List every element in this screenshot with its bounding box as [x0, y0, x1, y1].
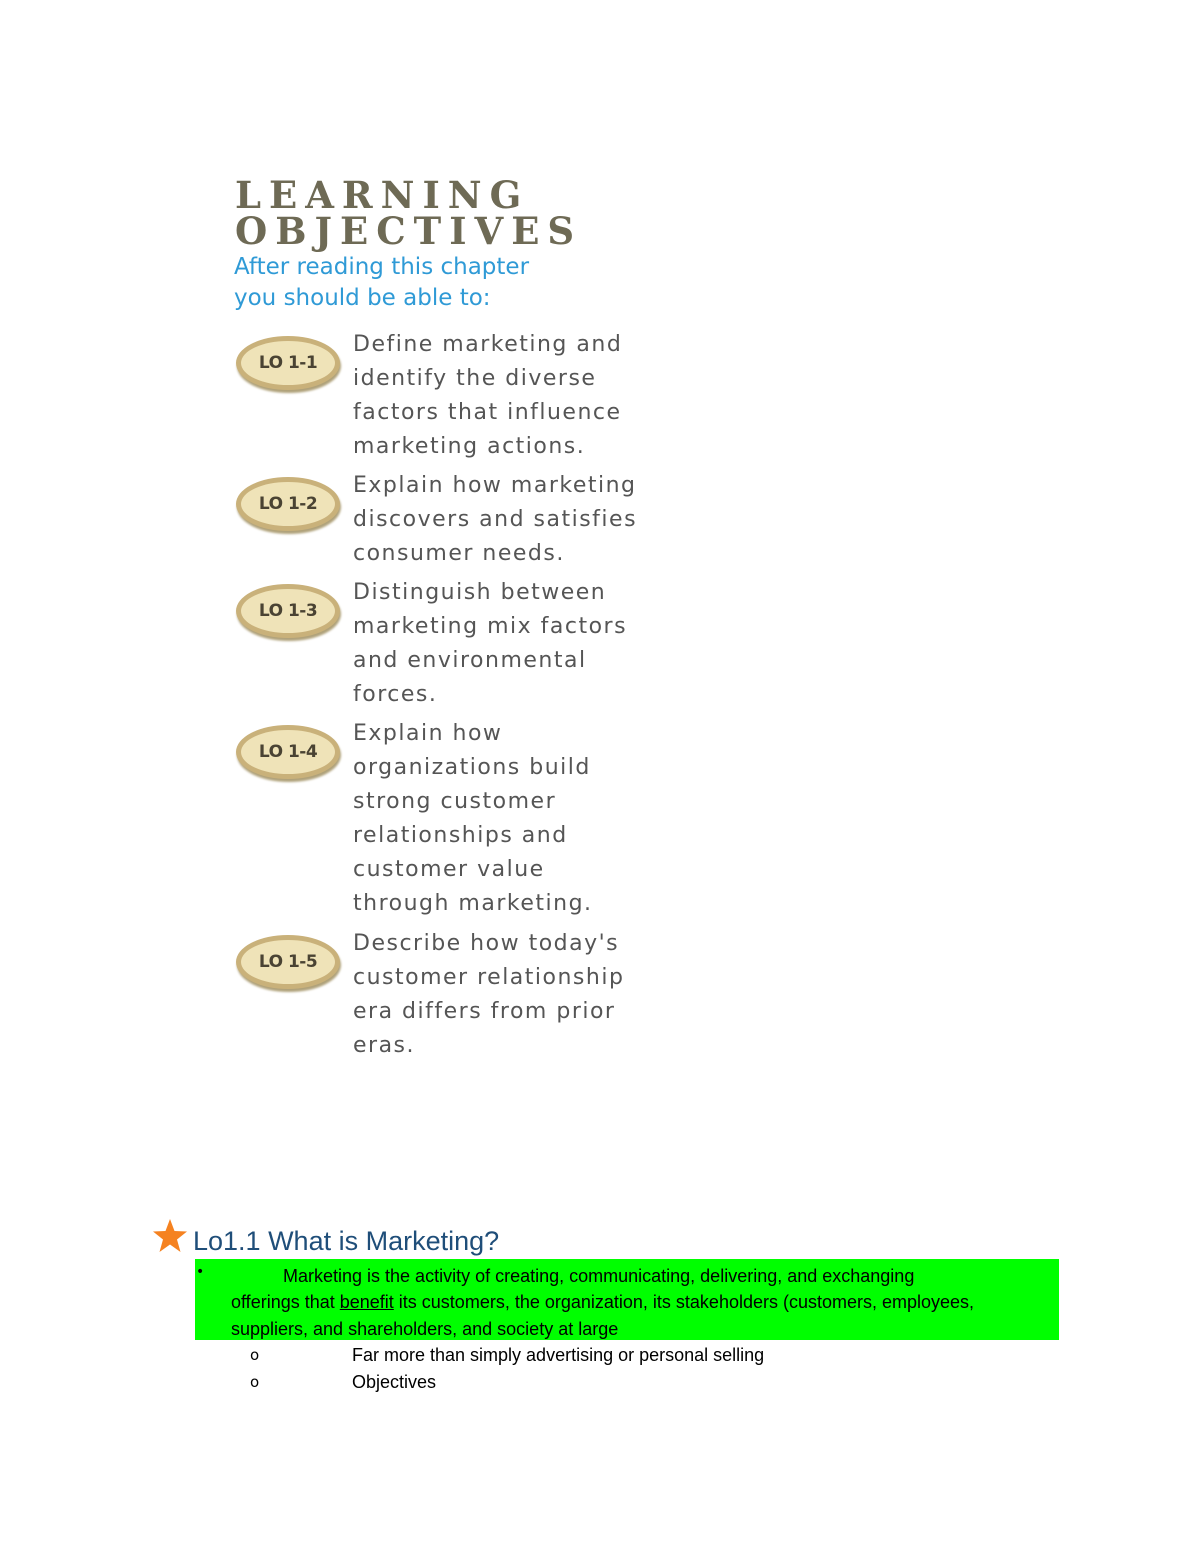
objective-line: and environmental	[353, 648, 587, 673]
definition-line-1: Marketing is the activity of creating, communicating, delivering, and exchanging	[283, 1266, 915, 1286]
star-icon	[152, 1218, 188, 1254]
objective-text	[353, 717, 593, 921]
definition-underlined-word: benefit	[339, 1292, 394, 1312]
bullet-icon: •	[196, 1264, 205, 1280]
objective-badge: LO 1-4	[236, 725, 340, 779]
objective-line: marketing mix factors	[353, 614, 628, 639]
objective-line: organizations build	[353, 755, 591, 780]
sub-item-2: Objectives	[352, 1372, 437, 1392]
objective-line: discovers and satisfies	[353, 507, 638, 532]
objective-text	[353, 469, 637, 571]
objective-line: consumer needs.	[353, 541, 565, 566]
objective-text	[353, 576, 627, 712]
sub-bullet-icon: o	[250, 1373, 260, 1391]
objective-line: eras.	[353, 1033, 416, 1058]
learning-objectives-heading-line2: OBJECTIVES	[235, 209, 583, 253]
objective-text	[353, 927, 624, 1063]
sub-item-1: Far more than simply advertising or personal selling	[352, 1345, 765, 1365]
definition-text: offerings that	[231, 1292, 340, 1312]
definition-line-2	[231, 1291, 974, 1313]
intro-line-1: After reading this chapter	[234, 254, 530, 280]
objective-line: Define marketing and	[353, 332, 623, 357]
objective-text	[353, 328, 622, 464]
objective-line: relationships and	[353, 823, 568, 848]
objective-badge: LO 1-2	[236, 477, 340, 531]
objective-line: marketing actions.	[353, 434, 586, 459]
section-heading	[152, 1218, 499, 1254]
learning-objectives-heading-line1: LEARNING	[235, 173, 530, 217]
objective-line: through marketing.	[353, 891, 593, 916]
definition-text: its customers, the organization, its stakeholders (customers, employees,	[393, 1292, 975, 1312]
objective-badge: LO 1-3	[236, 584, 340, 638]
sub-bullet-icon: o	[250, 1346, 260, 1364]
objective-line: factors that influence	[353, 400, 622, 425]
objective-line: customer relationship	[353, 965, 625, 990]
objective-badge: LO 1-5	[236, 935, 340, 989]
section-title: Lo1.1 What is Marketing?	[193, 1225, 500, 1256]
objective-line: customer value	[353, 857, 545, 882]
objective-badge: LO 1-1	[236, 336, 340, 390]
learning-objectives-intro	[234, 252, 529, 314]
learning-objectives-graphic	[225, 170, 685, 1070]
definition-line-3: suppliers, and shareholders, and society at large	[231, 1319, 619, 1339]
objective-line: Distinguish between	[353, 580, 607, 605]
objective-line: era differs from prior	[353, 999, 616, 1024]
intro-line-2: you should be able to:	[234, 285, 491, 311]
objective-line: identify the diverse	[353, 366, 597, 391]
objective-line: Describe how today's	[353, 931, 620, 956]
objective-line: forces.	[353, 682, 438, 707]
objective-line: Explain how marketing	[353, 473, 637, 498]
objective-line: strong customer	[353, 789, 557, 814]
objective-line: Explain how	[353, 721, 503, 746]
